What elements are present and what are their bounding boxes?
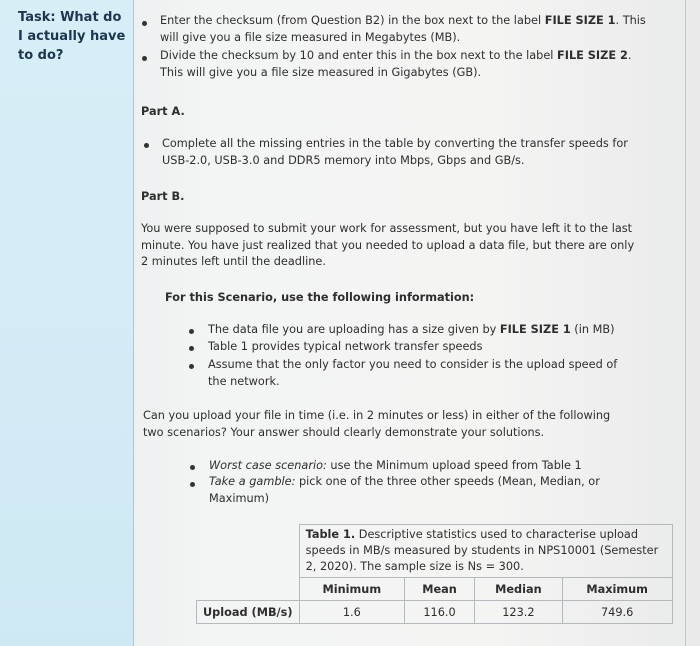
table-header: Maximum <box>562 578 672 601</box>
scenario-gamble: Take a gamble: pick one of the three other speeds (Mean, Median, or Maximum) <box>209 475 600 505</box>
table-cell: 749.6 <box>562 601 672 624</box>
bullet-dot <box>142 56 147 61</box>
task-sidebar <box>0 0 134 646</box>
intro-bullet-2: Divide the checksum by 10 and enter this in the box next to the label FILE SIZE 2. This will give you a file size measured in Gigabytes (GB). <box>160 49 632 79</box>
right-border <box>685 0 686 646</box>
bullet-dot <box>190 465 195 470</box>
table-caption: Table 1. Descriptive statistics used to characterise upload speeds in MB/s measured by students in NPS10001 (Semester 2, 2020). The sample size is Ns = 300. <box>299 525 672 578</box>
bullet-dot <box>142 21 147 26</box>
info-bullet-1: The data file you are uploading has a size given by FILE SIZE 1 (in MB) <box>208 323 615 336</box>
part-b-heading: Part B. <box>141 190 185 203</box>
intro-bullet-1: Enter the checksum (from Question B2) in the box next to the label FILE SIZE 1. This will give you a file size measured in Megabytes (MB). <box>160 14 646 44</box>
table-1 <box>196 524 673 624</box>
bullet-dot <box>190 482 195 487</box>
scenario-heading: For this Scenario, use the following information: <box>165 291 475 304</box>
bullet-dot <box>189 364 194 369</box>
table-header: Median <box>475 578 563 601</box>
part-b-paragraph: You were supposed to submit your work for assessment, but you have left it to the last minute. You have just realized that you needed to upload a data file, but there are only 2 minutes left until the deadline. <box>141 222 635 268</box>
info-bullet-2: Table 1 provides typical network transfer speeds <box>208 340 483 353</box>
table-row <box>197 601 673 624</box>
task-label: Task: What do I actually have to do? <box>18 10 126 63</box>
table-row-label: Upload (MB/s) <box>197 601 300 624</box>
table-cell: 123.2 <box>475 601 563 624</box>
bullet-dot <box>144 143 149 148</box>
part-a-bullet: Complete all the missing entries in the table by converting the transfer speeds for USB-2.0, USB-3.0 and DDR5 memory into Mbps, Gbps and GB/s. <box>162 137 628 167</box>
scenario-question: Can you upload your file in time (i.e. in 2 minutes or less) in either of the following two scenarios? Your answer should clearly demonstrate your solutions. <box>143 409 611 439</box>
table-cell: 1.6 <box>299 601 404 624</box>
table-cell: 116.0 <box>405 601 475 624</box>
info-bullet-3: Assume that the only factor you need to consider is the upload speed of the network. <box>208 358 618 388</box>
table-header: Minimum <box>299 578 404 601</box>
bullet-dot <box>189 329 194 334</box>
part-a-heading: Part A. <box>141 105 185 118</box>
bullet-dot <box>189 346 194 351</box>
scenario-worst-case: Worst case scenario: use the Minimum upload speed from Table 1 <box>209 459 582 472</box>
table-header: Mean <box>405 578 475 601</box>
